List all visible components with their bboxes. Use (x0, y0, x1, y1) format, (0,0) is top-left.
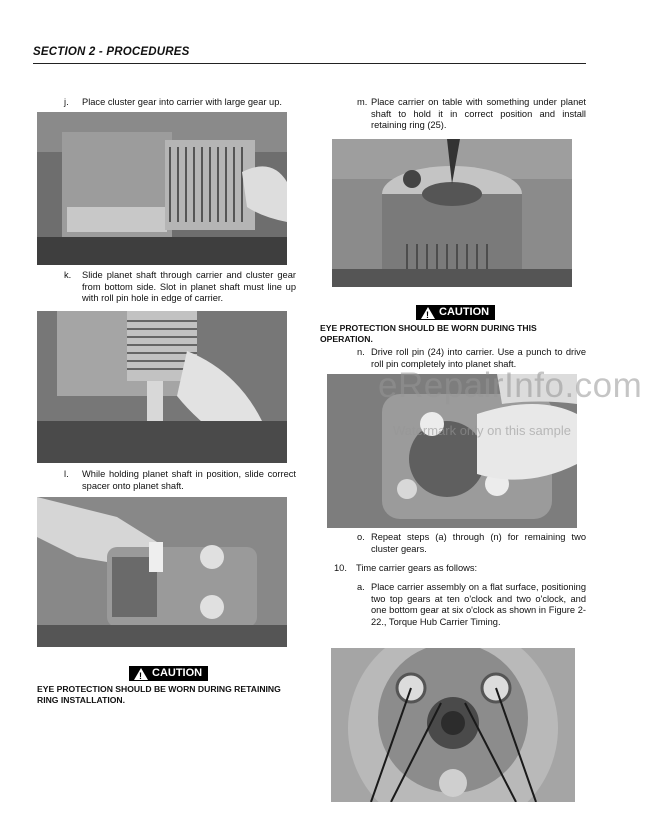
photo-retaining-ring-install (332, 139, 572, 287)
warning-triangle-icon (421, 307, 435, 319)
step-m-letter: m. (357, 97, 368, 107)
step-10-number: 10. (334, 563, 347, 573)
step-n-letter: n. (357, 347, 365, 357)
step-m-text: Place carrier on table with something under planet shaft to hold it in correct position and install retaining ring (25). (371, 97, 586, 131)
photo-cluster-gear-in-carrier (37, 112, 287, 265)
header-rule (33, 63, 586, 64)
photo-spacer-onto-shaft (37, 497, 287, 647)
step-o-text: Repeat steps (a) through (n) for remaining two cluster gears. (371, 532, 586, 554)
caution-badge-right (416, 305, 495, 320)
step-a-letter: a. (357, 582, 365, 592)
watermark-text: eRepairInfo.com (378, 366, 643, 405)
step-l-text: While holding planet shaft in position, slide correct spacer onto planet shaft. (82, 469, 296, 491)
section-title: SECTION 2 - PROCEDURES (33, 46, 190, 58)
caution-text-left: EYE PROTECTION SHOULD BE WORN DURING RETAINING RING INSTALLATION. (37, 684, 281, 705)
photo-carrier-timing (331, 648, 575, 802)
step-j-text: Place cluster gear into carrier with large gear up. (82, 97, 282, 107)
caution-badge-left (129, 666, 208, 681)
step-o-letter: o. (357, 532, 365, 542)
step-10-text: Time carrier gears as follows: (356, 563, 478, 573)
photo-planet-shaft-insertion (37, 311, 287, 463)
step-j-letter: j. (64, 97, 69, 107)
step-a-text: Place carrier assembly on a flat surface, positioning two top gears at ten o'clock and two o'clock, and one bottom gear at six o'clock as shown in Figure 2-22., Torque Hub Carrier Timing. (371, 582, 586, 627)
caution-label-right: CAUTION (439, 306, 490, 318)
watermark-subtext: Watermark only on this sample (393, 423, 571, 438)
step-k-text: Slide planet shaft through carrier and cluster gear from bottom side. Slot in planet shaft must line up with roll pin hole in edge of carrier. (82, 270, 296, 304)
step-n-text: Drive roll pin (24) into carrier. Use a punch to drive roll pin completely into planet shaft. (371, 347, 586, 369)
warning-triangle-icon (134, 668, 148, 680)
step-l-letter: l. (64, 469, 69, 479)
caution-text-right: EYE PROTECTION SHOULD BE WORN DURING THIS OPERATION. (320, 323, 537, 344)
step-k-letter: k. (64, 270, 72, 280)
caution-label-left: CAUTION (152, 667, 203, 679)
